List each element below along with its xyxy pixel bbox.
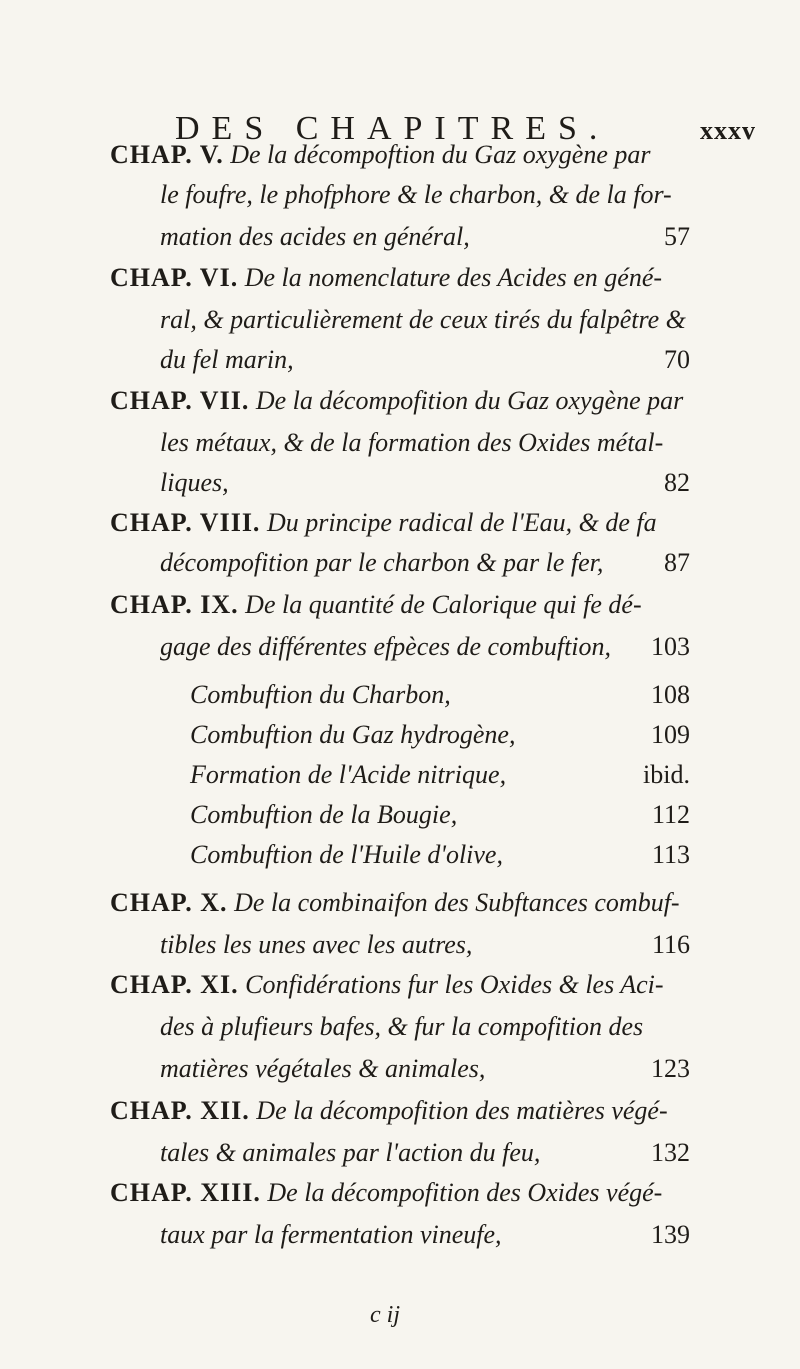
- entry-text: De la nomenclature des Acides en géné-: [244, 263, 663, 292]
- entry-text: Combuftion de la Bougie,: [190, 800, 458, 829]
- toc-line: [0, 1012, 800, 1052]
- entry-text: De la décompoftion du Gaz oxygène par: [230, 140, 651, 169]
- entry-text: les métaux, & de la formation des Oxides métal-: [160, 428, 664, 457]
- entry-page-number: 87: [664, 548, 690, 577]
- toc-line: [0, 222, 800, 262]
- entry-text: De la décompofition du Gaz oxygène par: [255, 386, 684, 415]
- toc-line: [0, 548, 800, 588]
- entry-page-number: 70: [664, 345, 690, 374]
- entry-text: du fel marin,: [160, 345, 294, 374]
- entry-text: De la quantité de Calorique qui fe dé-: [245, 590, 642, 619]
- toc-line: [0, 930, 800, 970]
- chapter-label: CHAP. XII.: [110, 1096, 250, 1125]
- entry-page-number: 116: [651, 930, 690, 959]
- entry-text: taux par la fermentation vineufe,: [160, 1220, 502, 1249]
- entry-page-number: 113: [651, 840, 690, 869]
- chapter-entry-line: [0, 888, 800, 928]
- chapter-entry-line: [0, 970, 800, 1010]
- toc-line: [0, 1138, 800, 1178]
- chapter-label: CHAP. V.: [110, 140, 224, 169]
- toc-line: [0, 840, 800, 880]
- chapter-entry-line: [0, 590, 800, 630]
- toc-line: [0, 680, 800, 720]
- chapter-entry-line: [0, 1096, 800, 1136]
- toc-line: [0, 1220, 800, 1260]
- toc-line: [0, 632, 800, 672]
- entry-page-number: 123: [651, 1054, 690, 1083]
- toc-line: [0, 1054, 800, 1094]
- chapter-label: CHAP. XIII.: [110, 1178, 261, 1207]
- entry-text: des à plufieurs bafes, & fur la compofition des: [160, 1012, 644, 1041]
- entry-text: Formation de l'Acide nitrique,: [190, 760, 507, 789]
- entry-page-number: 82: [664, 468, 690, 497]
- entry-page-number: 108: [651, 680, 690, 709]
- entry-page-number: 103: [651, 632, 690, 661]
- entry-text: Combuftion du Charbon,: [190, 680, 451, 709]
- chapter-label: CHAP. VIII.: [110, 508, 261, 537]
- entry-page-number: ibid.: [643, 760, 690, 789]
- page-number: xxxv: [700, 116, 756, 145]
- chapter-label: CHAP. VI.: [110, 263, 239, 292]
- chapter-entry-line: [0, 140, 800, 180]
- entry-page-number: 109: [651, 720, 690, 749]
- entry-text: Combuftion de l'Huile d'olive,: [190, 840, 503, 869]
- entry-page-number: 139: [651, 1220, 690, 1249]
- chapter-label: CHAP. XI.: [110, 970, 239, 999]
- entry-text: Du principe radical de l'Eau, & de fa: [266, 508, 657, 537]
- entry-text: liques,: [160, 468, 229, 497]
- chapter-label: CHAP. IX.: [110, 590, 239, 619]
- toc-line: [0, 800, 800, 840]
- entry-text: mation des acides en général,: [160, 222, 470, 251]
- entry-text: De la combinaifon des Subftances combuf-: [234, 888, 680, 917]
- running-title: DES CHAPITRES.: [175, 110, 610, 147]
- entry-text: matières végétales & animales,: [160, 1054, 486, 1083]
- entry-text: ral, & particulièrement de ceux tirés du falpêtre &: [160, 305, 686, 334]
- entry-text: décompofition par le charbon & par le fer,: [160, 548, 604, 577]
- entry-text: tales & animales par l'action du feu,: [160, 1138, 541, 1167]
- chapter-entry-line: [0, 508, 800, 548]
- toc-line: [0, 180, 800, 220]
- entry-text: tibles les unes avec les autres,: [160, 930, 473, 959]
- entry-text: gage des différentes efpèces de combuftion,: [160, 632, 612, 661]
- entry-page-number: 57: [664, 222, 690, 251]
- entry-text: De la décompofition des Oxides végé-: [267, 1178, 663, 1207]
- chapter-entry-line: [0, 263, 800, 303]
- toc-line: [0, 345, 800, 385]
- entry-page-number: 112: [651, 800, 690, 829]
- toc-line: [0, 428, 800, 468]
- toc-line: [0, 760, 800, 800]
- toc-line: [0, 468, 800, 508]
- chapter-label: CHAP. VII.: [110, 386, 250, 415]
- entry-text: De la décompofition des matières végé-: [256, 1096, 668, 1125]
- entry-text: le foufre, le phofphore & le charbon, & de la for-: [160, 180, 672, 209]
- toc-line: [0, 720, 800, 760]
- toc-line: [0, 305, 800, 345]
- chapter-label: CHAP. X.: [110, 888, 228, 917]
- entry-text: Combuftion du Gaz hydrogène,: [190, 720, 516, 749]
- entry-text: Confidérations fur les Oxides & les Aci-: [245, 970, 664, 999]
- entry-page-number: 132: [651, 1138, 690, 1167]
- chapter-entry-line: [0, 1178, 800, 1218]
- chapter-entry-line: [0, 386, 800, 426]
- signature-mark: c ij: [370, 1302, 400, 1328]
